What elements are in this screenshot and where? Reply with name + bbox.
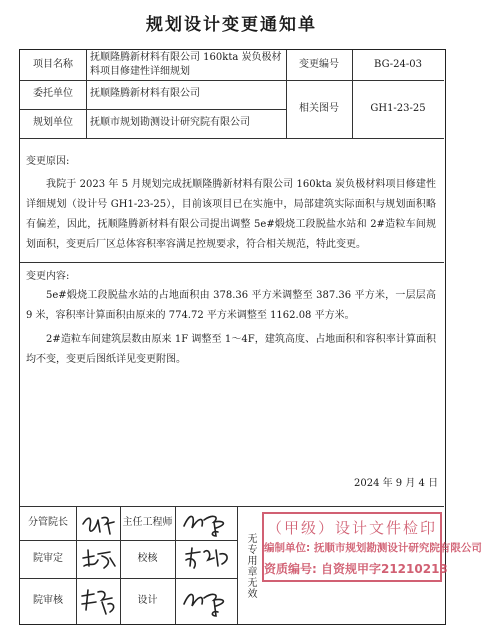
approver-signature	[78, 586, 118, 616]
proofreader-label: 校核	[137, 552, 158, 564]
project-name-value: 抚顺隆腾新材料有限公司 160kta 炭负极材料项目修建性详细规划	[90, 51, 282, 77]
seal-license-number: 资质编号: 自资规甲字21210213	[264, 562, 448, 576]
designer-label: 设计	[137, 594, 158, 606]
row-divider	[20, 138, 444, 139]
change-content-heading: 变更内容:	[26, 271, 70, 282]
related-drawing-label: 相关图号	[299, 102, 339, 114]
seal-issuer: 编制单位: 抚顺市规划勘测设计研究院有限公司	[264, 542, 482, 554]
col-divider	[175, 506, 176, 624]
planning-unit-value: 抚顺市规划勘测设计研究院有限公司	[90, 117, 250, 129]
design-document-seal	[262, 512, 482, 582]
col-divider	[76, 506, 77, 624]
related-drawing-value: GH1-23-25	[370, 102, 426, 114]
row-divider	[20, 506, 444, 507]
project-name-label: 项目名称	[33, 58, 73, 70]
approver-label: 院审核	[33, 594, 63, 606]
reviewer-label: 院审定	[33, 552, 63, 564]
col-divider	[237, 506, 238, 624]
no-seal-invalid-note: 无专用章无效	[245, 533, 256, 599]
seal-title: （甲级）设计文件检印	[266, 519, 437, 537]
row-divider	[20, 262, 444, 263]
change-content-paragraph: 2#造粒车间建筑层数由原来 1F 调整至 1～4F，建筑高度、占地面积和容积率计算面积均不变，变更后图纸详见变更附图。	[26, 334, 436, 365]
designer-signature	[180, 586, 234, 618]
chief-engineer-signature	[180, 508, 234, 538]
client-value: 抚顺隆腾新材料有限公司	[90, 88, 200, 100]
change-content-paragraph: 5e#煅烧工段脱盐水站的占地面积由 378.36 平方米调整至 387.36 平方米，一层层高 9 米，容积率计算面积由原来的 774.72 平方米调整至 1162.08 平方米。	[26, 290, 436, 321]
chief-engineer-label: 主任工程师	[122, 516, 173, 528]
division-head-label: 分管院长	[28, 516, 68, 528]
reviewer-signature	[80, 546, 118, 572]
issue-date: 2024 年 9 月 4 日	[354, 478, 439, 489]
change-number-label: 变更编号	[299, 58, 339, 70]
client-label: 委托单位	[33, 88, 73, 100]
change-reason-heading: 变更原因:	[26, 156, 70, 167]
proofreader-signature	[180, 544, 234, 574]
change-number-value: BG-24-03	[374, 58, 422, 70]
document-title: 规划设计变更通知单	[146, 15, 317, 35]
planning-unit-label: 规划单位	[33, 117, 73, 129]
division-head-signature	[80, 510, 118, 536]
change-reason-text: 我院于 2023 年 5 月规划完成抚顺隆腾新材料有限公司 160kta 炭负极材料项目修建性详细规划（设计号 GH1-23-25），目前该项目已在实施中，局部建筑实际面积与规划面积略有偏差，因此，抚顺隆腾新材料有限公司提出调整 5e#煅烧工段脱盐水站和 2#造粒车间规划面积，变更后厂区总体容积率容满足控规要求，符合相关规范，特此变更。	[26, 179, 436, 250]
